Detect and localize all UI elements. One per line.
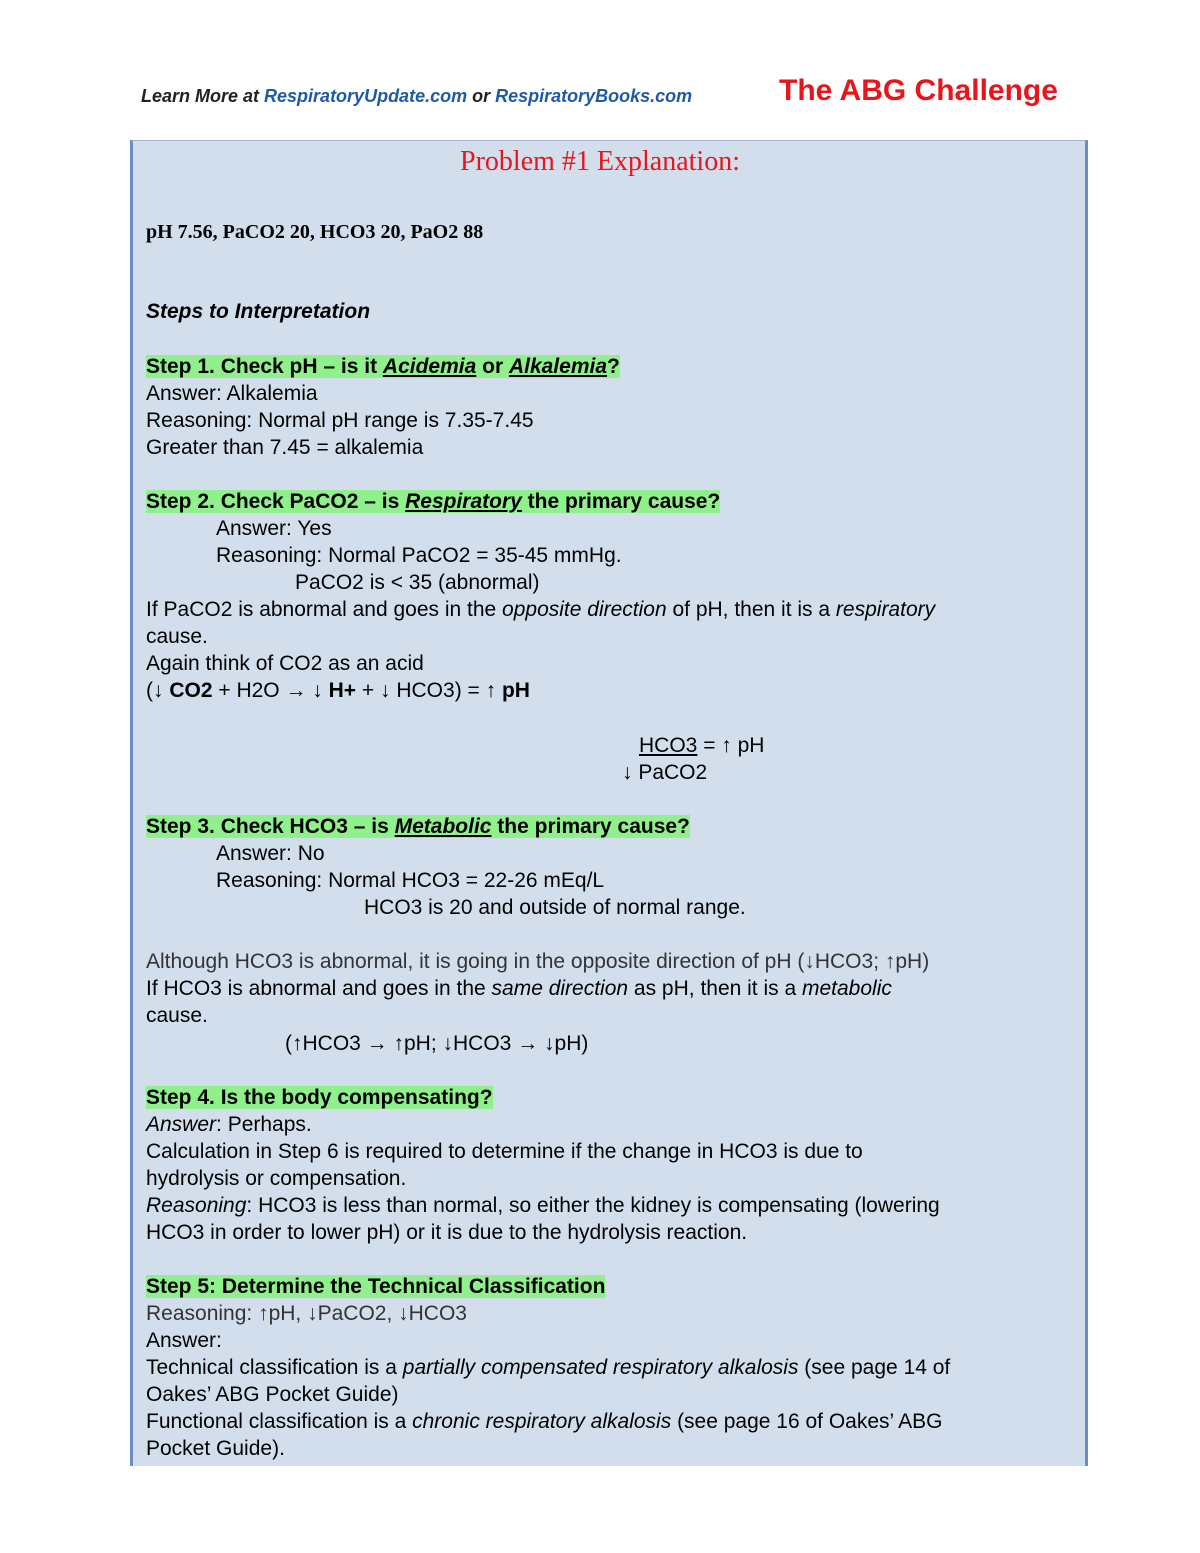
- step3-reason: Reasoning: Normal HCO3 = 22-26 mEq/L: [216, 869, 605, 892]
- step3-answer: Answer: No: [216, 842, 325, 865]
- step5-answer: Answer:: [146, 1329, 222, 1352]
- step4-calc-2: hydrolysis or compensation.: [146, 1167, 407, 1190]
- respiratory-books-link[interactable]: RespiratoryBooks.com: [495, 86, 693, 106]
- step2-reason: Reasoning: Normal PaCO2 = 35-45 mmHg.: [216, 544, 622, 567]
- brand-title: The ABG Challenge: [779, 74, 1058, 107]
- step5-functional-2: Pocket Guide).: [146, 1437, 285, 1460]
- problem-title: Problem #1 Explanation:: [460, 146, 740, 177]
- step1-reason: Reasoning: Normal pH range is 7.35-7.45: [146, 409, 534, 432]
- step2-heading: Step 2. Check PaCO2 – is Respiratory the primary cause?: [146, 490, 721, 513]
- step2-if-line-2: cause.: [146, 625, 208, 648]
- abg-values: pH 7.56, PaCO2 20, HCO3 20, PaO2 88: [146, 221, 484, 243]
- step3-if-line: If HCO3 is abnormal and goes in the same direction as pH, then it is a metabolic: [146, 977, 892, 1000]
- explanation-box: [130, 140, 1088, 1466]
- step5-technical-2: Oakes’ ABG Pocket Guide): [146, 1383, 399, 1406]
- step4-calc: Calculation in Step 6 is required to determine if the change in HCO3 is due to: [146, 1140, 863, 1163]
- respiratory-update-link[interactable]: RespiratoryUpdate.com: [264, 86, 468, 106]
- step2-answer: Answer: Yes: [216, 517, 332, 540]
- step3-if-line-2: cause.: [146, 1004, 208, 1027]
- step5-technical: Technical classification is a partially compensated respiratory alkalosis (see page 14 of: [146, 1356, 951, 1379]
- step3-heading: Step 3. Check HCO3 – is Metabolic the primary cause?: [146, 815, 690, 838]
- step4-reason: Reasoning: HCO3 is less than normal, so either the kidney is compensating (lowering: [146, 1194, 940, 1217]
- step5-reasoning: Reasoning: ↑pH, ↓PaCO2, ↓HCO3: [146, 1302, 467, 1325]
- step1-reason-2: Greater than 7.45 = alkalemia: [146, 436, 424, 459]
- steps-heading: Steps to Interpretation: [146, 300, 371, 323]
- step5-functional: Functional classification is a chronic respiratory alkalosis (see page 16 of Oakes’ ABG: [146, 1410, 943, 1433]
- step2-equation: (↓ CO2 + H2O → ↓ H+ + ↓ HCO3) = ↑ pH: [146, 679, 530, 702]
- step5-heading: Step 5: Determine the Technical Classification: [146, 1275, 606, 1298]
- step2-again: Again think of CO2 as an acid: [146, 652, 424, 675]
- step2-if-line: If PaCO2 is abnormal and goes in the opposite direction of pH, then it is a respiratory: [146, 598, 936, 621]
- page-header: [0, 0, 1200, 130]
- step4-reason-2: HCO3 in order to lower pH) or it is due to the hydrolysis reaction.: [146, 1221, 748, 1244]
- step3-reason-2: HCO3 is 20 and outside of normal range.: [364, 896, 746, 919]
- step3-although: Although HCO3 is abnormal, it is going in the opposite direction of pH (↓HCO3; ↑pH): [146, 950, 930, 973]
- step2-reason-2: PaCO2 is < 35 (abnormal): [295, 571, 540, 594]
- learn-more-line: Learn More at RespiratoryUpdate.com or RespiratoryBooks.com: [141, 86, 693, 106]
- step3-arrows: (↑HCO3 → ↑pH; ↓HCO3 → ↓pH): [285, 1032, 589, 1055]
- step4-answer: Answer: Perhaps.: [146, 1113, 312, 1136]
- step1-heading: Step 1. Check pH – is it Acidemia or Alkalemia?: [146, 355, 620, 378]
- step4-heading: Step 4. Is the body compensating?: [146, 1086, 493, 1109]
- step2-fraction-top: HCO3 = ↑ pH: [639, 734, 765, 757]
- step1-answer: Answer: Alkalemia: [146, 382, 318, 405]
- step2-fraction-bottom: ↓ PaCO2: [622, 761, 708, 784]
